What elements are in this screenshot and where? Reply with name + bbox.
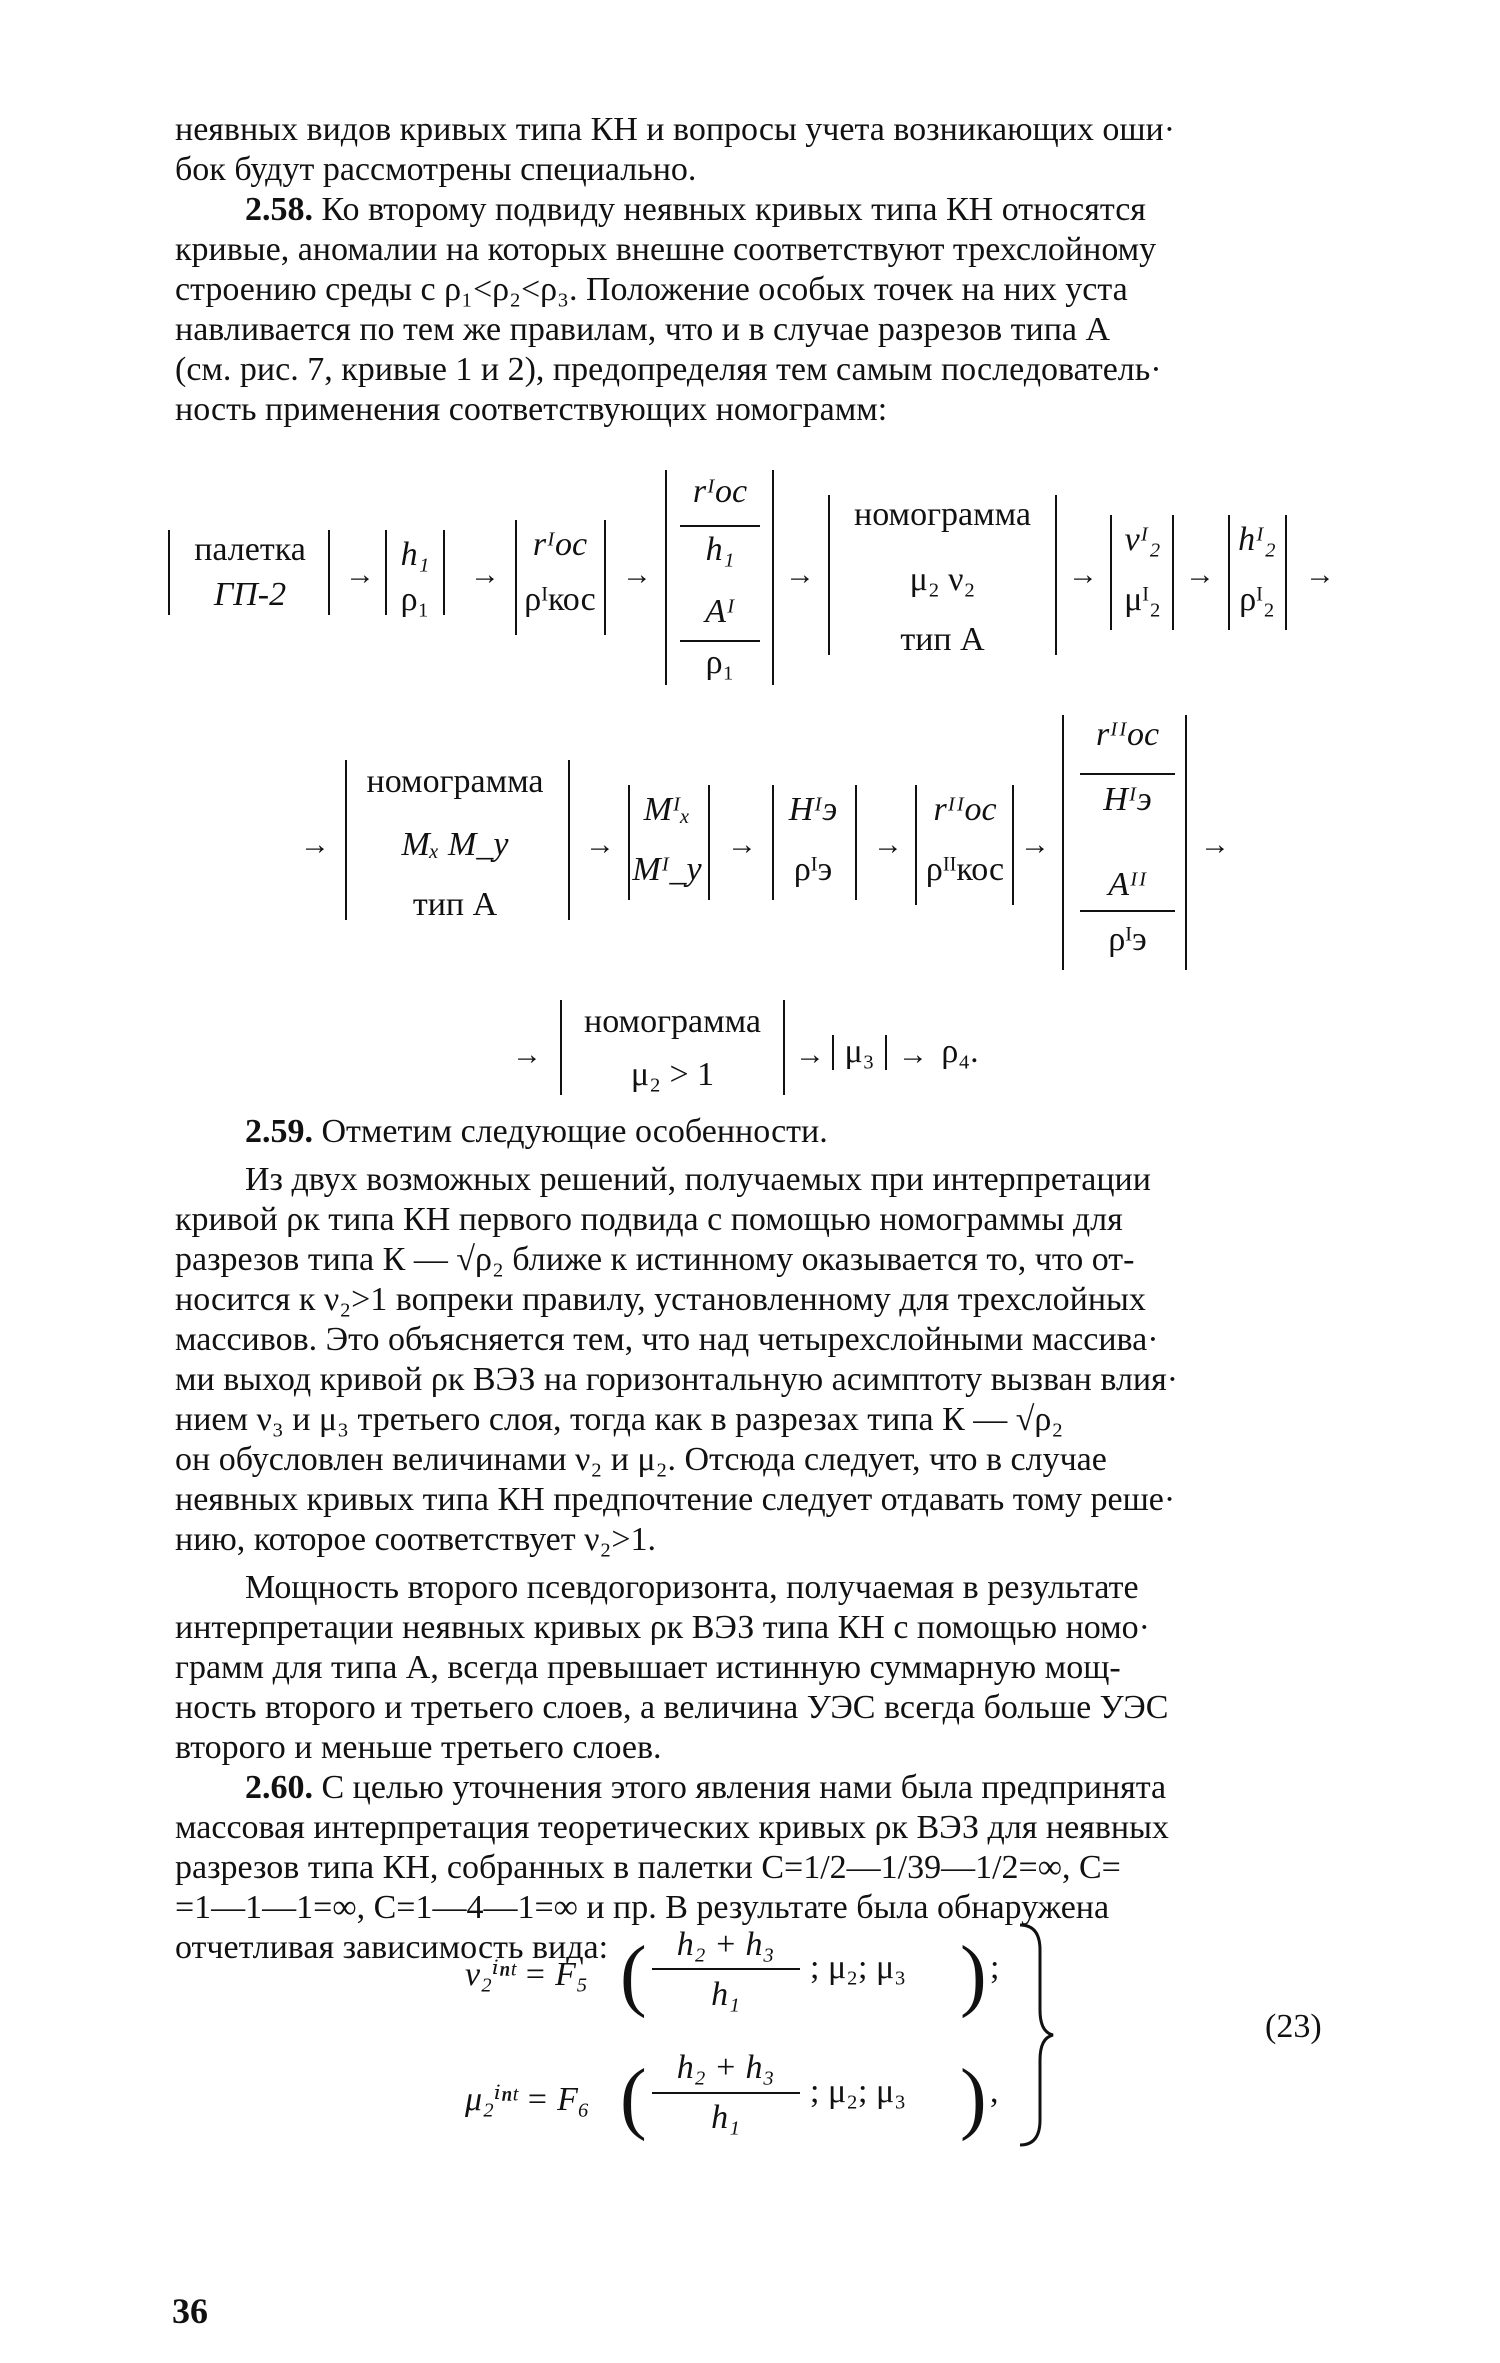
equation-lhs: ν₂ⁱⁿᵗ = F₅: [465, 1956, 588, 1993]
text-line: =1—1—1=∞, С=1—4—1=∞ и пр. В результате была обнаружена: [175, 1889, 1110, 1926]
arrow: →: [727, 828, 757, 861]
text-line: бок будут рассмотрены специально.: [175, 151, 697, 188]
equation-end: ,: [990, 2073, 999, 2110]
text-line: массивов. Это объясняется тем, что над четырехслойными массива·: [175, 1321, 1159, 1358]
text-line: ность применения соответствующих номограмм:: [175, 391, 888, 428]
fraction-numerator: h₂ + h₃: [676, 1926, 775, 1963]
arrow: →: [1068, 558, 1098, 591]
text-line: Из двух возможных решений, получаемых при интерпретации: [245, 1161, 1151, 1198]
text-line: отчетливая зависимость вида:: [175, 1929, 609, 1966]
scheme-cell: Aᴵ: [705, 593, 735, 630]
text-line: Отметим следующие особенности.: [321, 1113, 828, 1150]
paren-left: (: [620, 1931, 647, 2019]
scheme-cell: Mᴵ_y: [632, 851, 702, 888]
arrow: →: [512, 1038, 542, 1071]
text-line: кривые, аномалии на которых внешне соответствуют трехслойному: [175, 231, 1157, 268]
scheme-cell: ГП-2: [213, 576, 287, 613]
text-line: строению среды с ρ₁<ρ₂<ρ₃. Положение особых точек на них уста: [175, 271, 1128, 308]
scheme-cell: тип А: [900, 621, 985, 658]
paren-left: (: [620, 2054, 647, 2142]
scheme-cell: палетка: [194, 531, 306, 568]
paren-right: ): [960, 1931, 987, 2019]
scheme-cell: Mᴵₓ: [643, 791, 691, 828]
scheme-cell: тип А: [412, 886, 498, 923]
arrow: →: [795, 1038, 825, 1071]
scheme-cell: ρᴵэ: [793, 851, 833, 888]
text-line: ность второго и третьего слоев, а величина УЭС всегда больше УЭС: [175, 1689, 1169, 1726]
paragraph-intro: [175, 110, 1335, 190]
scheme-cell: номограмма: [584, 1003, 761, 1040]
scheme-cell: ρ₄.: [941, 1033, 979, 1070]
text-line: массовая интерпретация теоретических кривых ρк ВЭЗ для неявных: [175, 1809, 1169, 1846]
paragraph-2-59-power: [175, 1568, 1335, 1768]
text-line: второго и меньше третьего слоев.: [175, 1729, 662, 1766]
scheme-cell: Hᴵэ: [1103, 781, 1152, 818]
arrow: →: [785, 558, 815, 591]
scheme-cell: Aᴵᴵ: [1108, 866, 1147, 903]
arrow: →: [1305, 558, 1335, 591]
text-line: интерпретации неявных кривых ρк ВЭЗ типа КН с помощью номо·: [175, 1609, 1150, 1646]
fraction-numerator: h₂ + h₃: [676, 2049, 775, 2086]
scheme-cell: ρ₁: [400, 581, 430, 618]
arrow: →: [1020, 828, 1050, 861]
page-number: 36: [172, 2291, 208, 2331]
scheme-cell: номограмма: [366, 763, 544, 800]
paren-right: ): [960, 2054, 987, 2142]
equation-end: ;: [990, 1949, 1000, 1986]
scheme-cell: ρᴵᴵкос: [925, 851, 1005, 888]
arrow: →: [345, 558, 375, 591]
arrow: →: [470, 558, 500, 591]
text-line: кривой ρк типа КН первого подвида с помощью номограммы для: [175, 1201, 1123, 1238]
scheme-cell: ρ₁: [705, 644, 735, 681]
arrow: →: [898, 1038, 928, 1071]
text-line: неявных видов кривых типа КН и вопросы учета возникающих оши·: [175, 111, 1176, 148]
text-line: Ко второму подвиду неявных кривых типа КН относятся: [321, 191, 1146, 228]
arrow: →: [585, 828, 615, 861]
arrow: →: [622, 558, 652, 591]
text-line: ми выход кривой ρк ВЭЗ на горизонтальную асимптоту вызван влия·: [175, 1361, 1179, 1398]
paragraph-2-58: [175, 190, 1335, 430]
scheme-cell: Mₓ M_y: [401, 826, 509, 863]
scheme-cell: ρᴵкос: [524, 581, 596, 618]
scheme-cell: hᴵ₂: [1238, 521, 1276, 558]
arrow: →: [1200, 828, 1230, 861]
scheme-cell: μ₂ > 1: [630, 1056, 715, 1093]
text-line: разрезов типа К — √ρ₂ ближе к истинному оказывается то, что от-: [175, 1241, 1135, 1278]
equation-number: (23): [1265, 2008, 1322, 2045]
section-number: 2.60.: [245, 1769, 313, 1806]
scheme-cell: ρᴵэ: [1108, 921, 1147, 958]
scheme-cell: rᴵоc: [532, 526, 588, 563]
text-line: С целью уточнения этого явления нами была предпринята: [321, 1769, 1167, 1806]
arrow: →: [1185, 558, 1215, 591]
arrow: →: [873, 828, 903, 861]
text-line: грамм для типа А, всегда превышает истинную суммарную мощ-: [175, 1649, 1121, 1686]
text-line: навливается по тем же правилам, что и в случае разрезов типа А: [175, 311, 1111, 348]
section-number: 2.58.: [245, 191, 313, 228]
text-line: нием ν₃ и μ₃ третьего слоя, тогда как в разрезах типа К — √ρ₂: [175, 1401, 1064, 1438]
paragraph-2-59-body: [175, 1160, 1335, 1560]
scheme-cell: rᴵᴵоc: [933, 791, 997, 828]
section-number: 2.59.: [245, 1113, 313, 1150]
scheme-cell: μ₃: [844, 1033, 875, 1070]
scheme-cell: h₁: [400, 536, 430, 573]
arrow: →: [300, 828, 330, 861]
text-line: нию, которое соответствует ν₂>1.: [175, 1521, 657, 1558]
text-line: разрезов типа КН, собранных в палетки С=1/2—1/39—1/2=∞, С=: [175, 1849, 1121, 1886]
scheme-cell: ρᴵ₂: [1239, 581, 1275, 618]
fraction-denominator: h₁: [711, 1976, 740, 2013]
text-line: (см. рис. 7, кривые 1 и 2), предопределяя тем самым последователь·: [175, 351, 1162, 388]
scheme-cell: μᴵ₂: [1124, 581, 1161, 618]
equation-lhs: μ₂ⁱⁿᵗ = F₆: [465, 2081, 590, 2118]
scheme-cell: h₁: [705, 531, 735, 568]
paragraph-2-59: [175, 1112, 1335, 1152]
fraction-denominator: h₁: [711, 2099, 740, 2136]
text-line: носится к ν₂>1 вопреки правилу, установленному для трехслойных: [175, 1281, 1146, 1318]
scheme-cell: rᴵоc: [692, 473, 748, 510]
text-line: Мощность второго псевдогоризонта, получаемая в результате: [245, 1569, 1139, 1606]
equation-args: ; μ₂; μ₃: [810, 1949, 907, 1986]
scheme-cell: Hᴵэ: [788, 791, 838, 828]
right-brace-icon: [1015, 1920, 1055, 2150]
text-line: неявных кривых типа КН предпочтение следует отдавать тому реше·: [175, 1481, 1176, 1518]
scheme-cell: номограмма: [854, 496, 1031, 533]
scheme-cell: νᴵ₂: [1124, 521, 1161, 558]
scheme-cell: μ₂ ν₂: [909, 561, 976, 598]
scheme-cell: rᴵᴵоc: [1095, 716, 1160, 753]
equation-args: ; μ₂; μ₃: [810, 2073, 907, 2110]
text-line: он обусловлен величинами ν₂ и μ₂. Отсюда следует, что в случае: [175, 1441, 1107, 1478]
